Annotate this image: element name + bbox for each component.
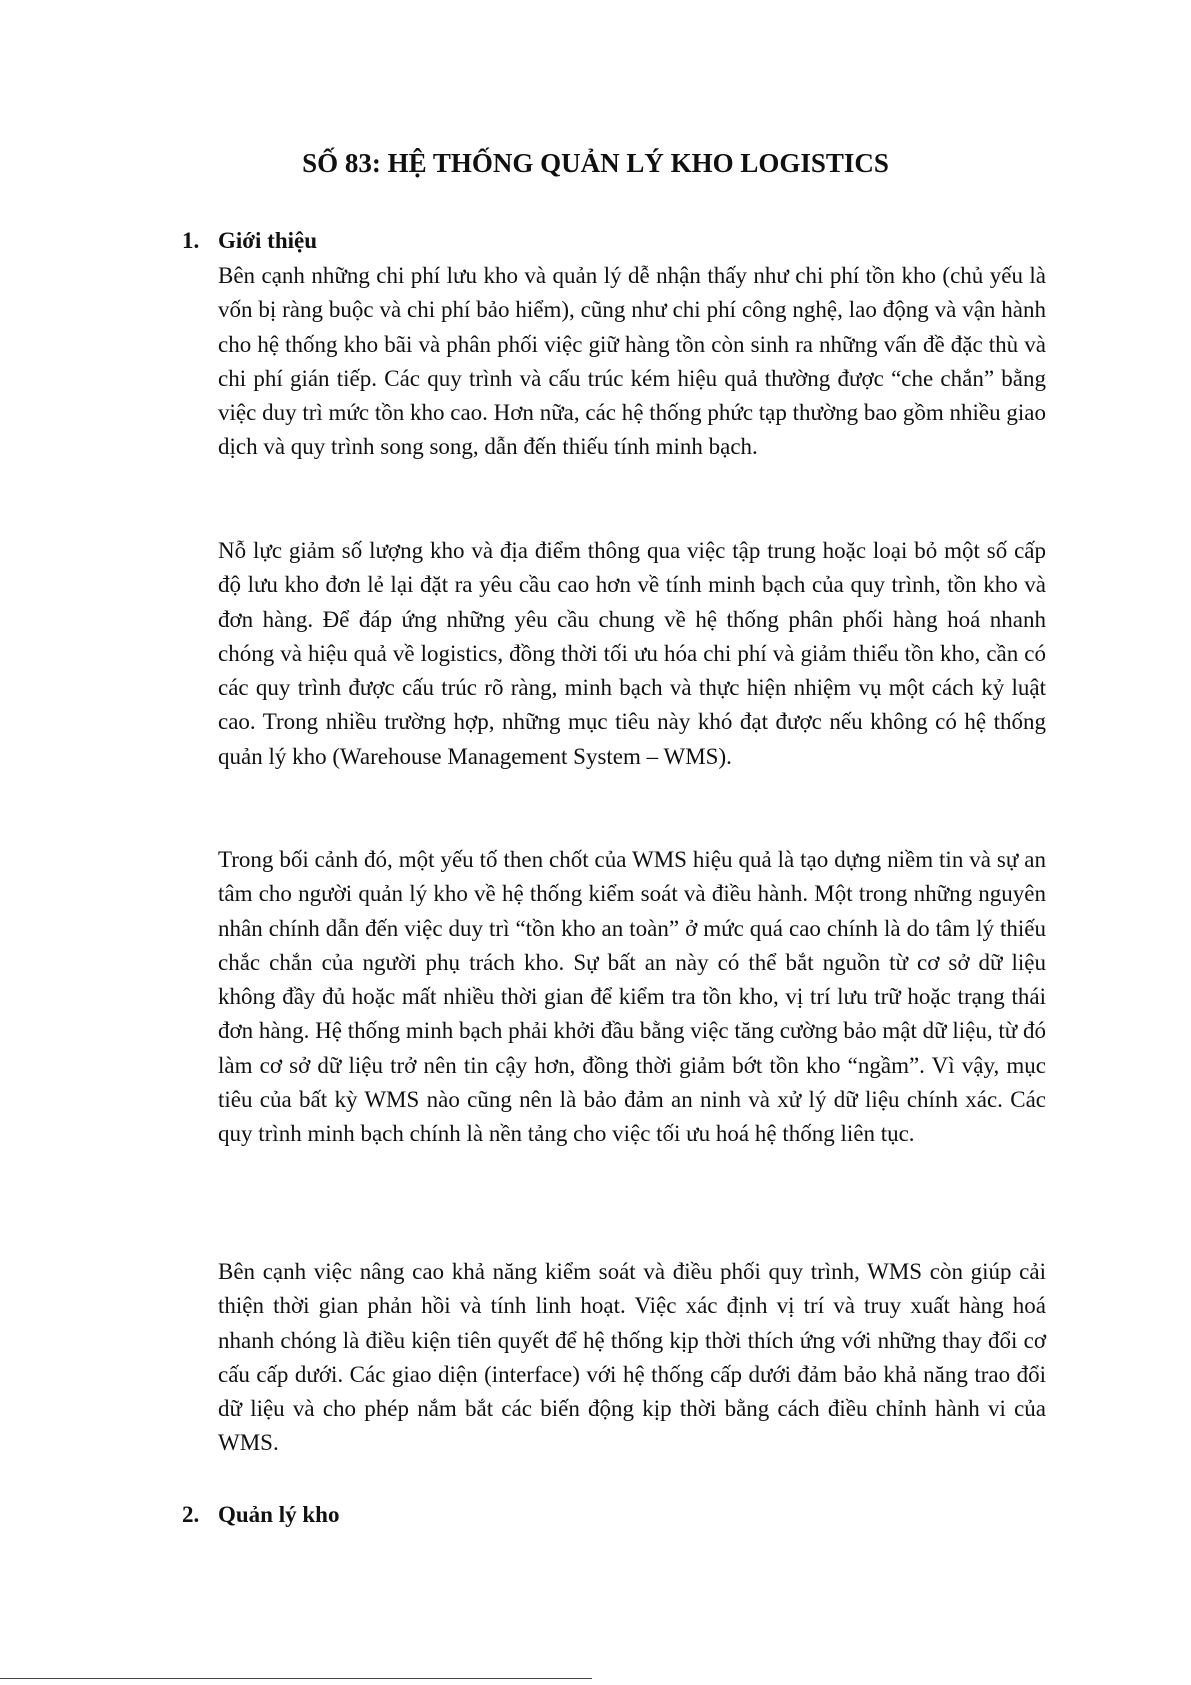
section-number: 2. [182,1502,200,1527]
section-heading-introduction [182,226,317,256]
section-heading-warehouse-management [182,1500,339,1530]
section-title: Quản lý kho [218,1502,340,1527]
paragraph: Trong bối cảnh đó, một yếu tố then chốt của WMS hiệu quả là tạo dựng niềm tin và sự an tâm cho người quản lý kho về hệ thống kiểm soát và điều hành. Một trong những nguyên nhân chính dẫn đến việc duy trì “tồn kho an toàn” ở mức quá cao chính là do tâm lý thiếu chắc chắn của người phụ trách kho. Sự bất an này có thể bắt nguồn từ cơ sở dữ liệu không đầy đủ hoặc mất nhiều thời gian để kiểm tra tồn kho, vị trí lưu trữ hoặc trạng thái đơn hàng. Hệ thống minh bạch phải khởi đầu bằng việc tăng cường bảo mật dữ liệu, từ đó làm cơ sở dữ liệu trở nên tin cậy hơn, đồng thời giảm bớt tồn kho “ngầm”. Vì vậy, mục tiêu của bất kỳ WMS nào cũng nên là bảo đảm an ninh và xử lý dữ liệu chính xác. Các quy trình minh bạch chính là nền tảng cho việc tối ưu hoá hệ thống liên tục. [218,847,1046,1147]
footnote-divider [0,1678,592,1679]
section-number: 1. [182,228,200,253]
paragraph: Bên cạnh việc nâng cao khả năng kiểm soát và điều phối quy trình, WMS còn giúp cải thiện thời gian phản hồi và tính linh hoạt. Việc xác định vị trí và truy xuất hàng hoá nhanh chóng là điều kiện tiên quyết để hệ thống kịp thời thích ứng với những thay đổi cơ cấu cấp dưới. Các giao diện (interface) với hệ thống cấp dưới đảm bảo khả năng trao đổi dữ liệu và cho phép nắm bắt các biến động kịp thời bằng cách điều chỉnh hành vi của WMS. [218,1259,1046,1456]
page-title: SỐ 83: HỆ THỐNG QUẢN LÝ KHO LOGISTICS [302,148,889,178]
paragraph: Nỗ lực giảm số lượng kho và địa điểm thông qua việc tập trung hoặc loại bỏ một số cấp độ lưu kho đơn lẻ lại đặt ra yêu cầu cao hơn về tính minh bạch của quy trình, tồn kho và đơn hàng. Để đáp ứng những yêu cầu chung về hệ thống phân phối hàng hoá nhanh chóng và hiệu quả về logistics, đồng thời tối ưu hóa chi phí và giảm thiểu tồn kho, cần có các quy trình được cấu trúc rõ ràng, minh bạch và thực hiện nhiệm vụ một cách kỷ luật cao. Trong nhiều trường hợp, những mục tiêu này khó đạt được nếu không có hệ thống quản lý kho (Warehouse Management System – WMS). [218,538,1046,769]
section-title: Giới thiệu [218,228,317,253]
paragraph: Bên cạnh những chi phí lưu kho và quản lý dễ nhận thấy như chi phí tồn kho (chủ yếu là vốn bị ràng buộc và chi phí bảo hiểm), cũng như chi phí công nghệ, lao động và vận hành cho hệ thống kho bãi và phân phối việc giữ hàng tồn còn sinh ra những vấn đề đặc thù và chi phí gián tiếp. Các quy trình và cấu trúc kém hiệu quả thường được “che chắn” bằng việc duy trì mức tồn kho cao. Hơn nữa, các hệ thống phức tạp thường bao gồm nhiều giao dịch và quy trình song song, dẫn đến thiếu tính minh bạch. [218,263,1046,460]
